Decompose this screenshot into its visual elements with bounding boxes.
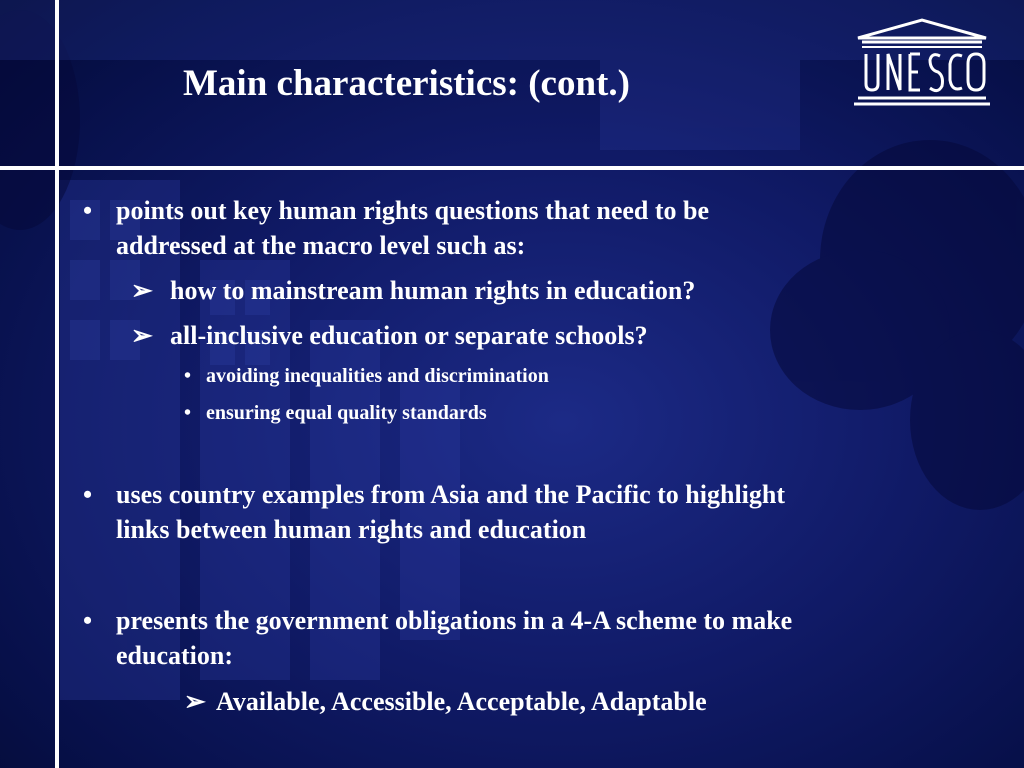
bullet-text-level-1: links between human rights and education — [116, 515, 587, 544]
bullet-marker: ➢ — [184, 687, 206, 716]
bullet-text-level-1: points out key human rights questions that need to be — [116, 196, 710, 225]
bullet-text-level-1: uses country examples from Asia and the Pacific to highlight — [116, 480, 786, 509]
bullet-text-level-3: ensuring equal quality standards — [206, 402, 487, 424]
bullet-marker: ➢ — [131, 276, 153, 305]
bullet-marker: • — [184, 365, 192, 387]
bullet-text-level-2: Available, Accessible, Acceptable, Adaptable — [216, 687, 707, 716]
bullet-marker: ➢ — [131, 321, 153, 350]
bullet-text-level-3: avoiding inequalities and discrimination — [206, 365, 549, 387]
bullet-text-level-1: presents the government obligations in a 4-A scheme to make — [116, 606, 793, 635]
bullet-text-level-1: education: — [116, 641, 233, 670]
bullet-marker: • — [184, 402, 192, 424]
bullet-text-level-1: addressed at the macro level such as: — [116, 231, 526, 260]
bullet-text-level-2: how to mainstream human rights in education? — [170, 276, 696, 305]
bullet-marker: • — [83, 480, 93, 509]
slide-title: Main characteristics: (cont.) — [183, 63, 630, 104]
bullet-marker: • — [83, 196, 93, 225]
bullet-text-level-2: all-inclusive education or separate schools? — [170, 321, 648, 350]
bullet-marker: • — [83, 606, 93, 635]
